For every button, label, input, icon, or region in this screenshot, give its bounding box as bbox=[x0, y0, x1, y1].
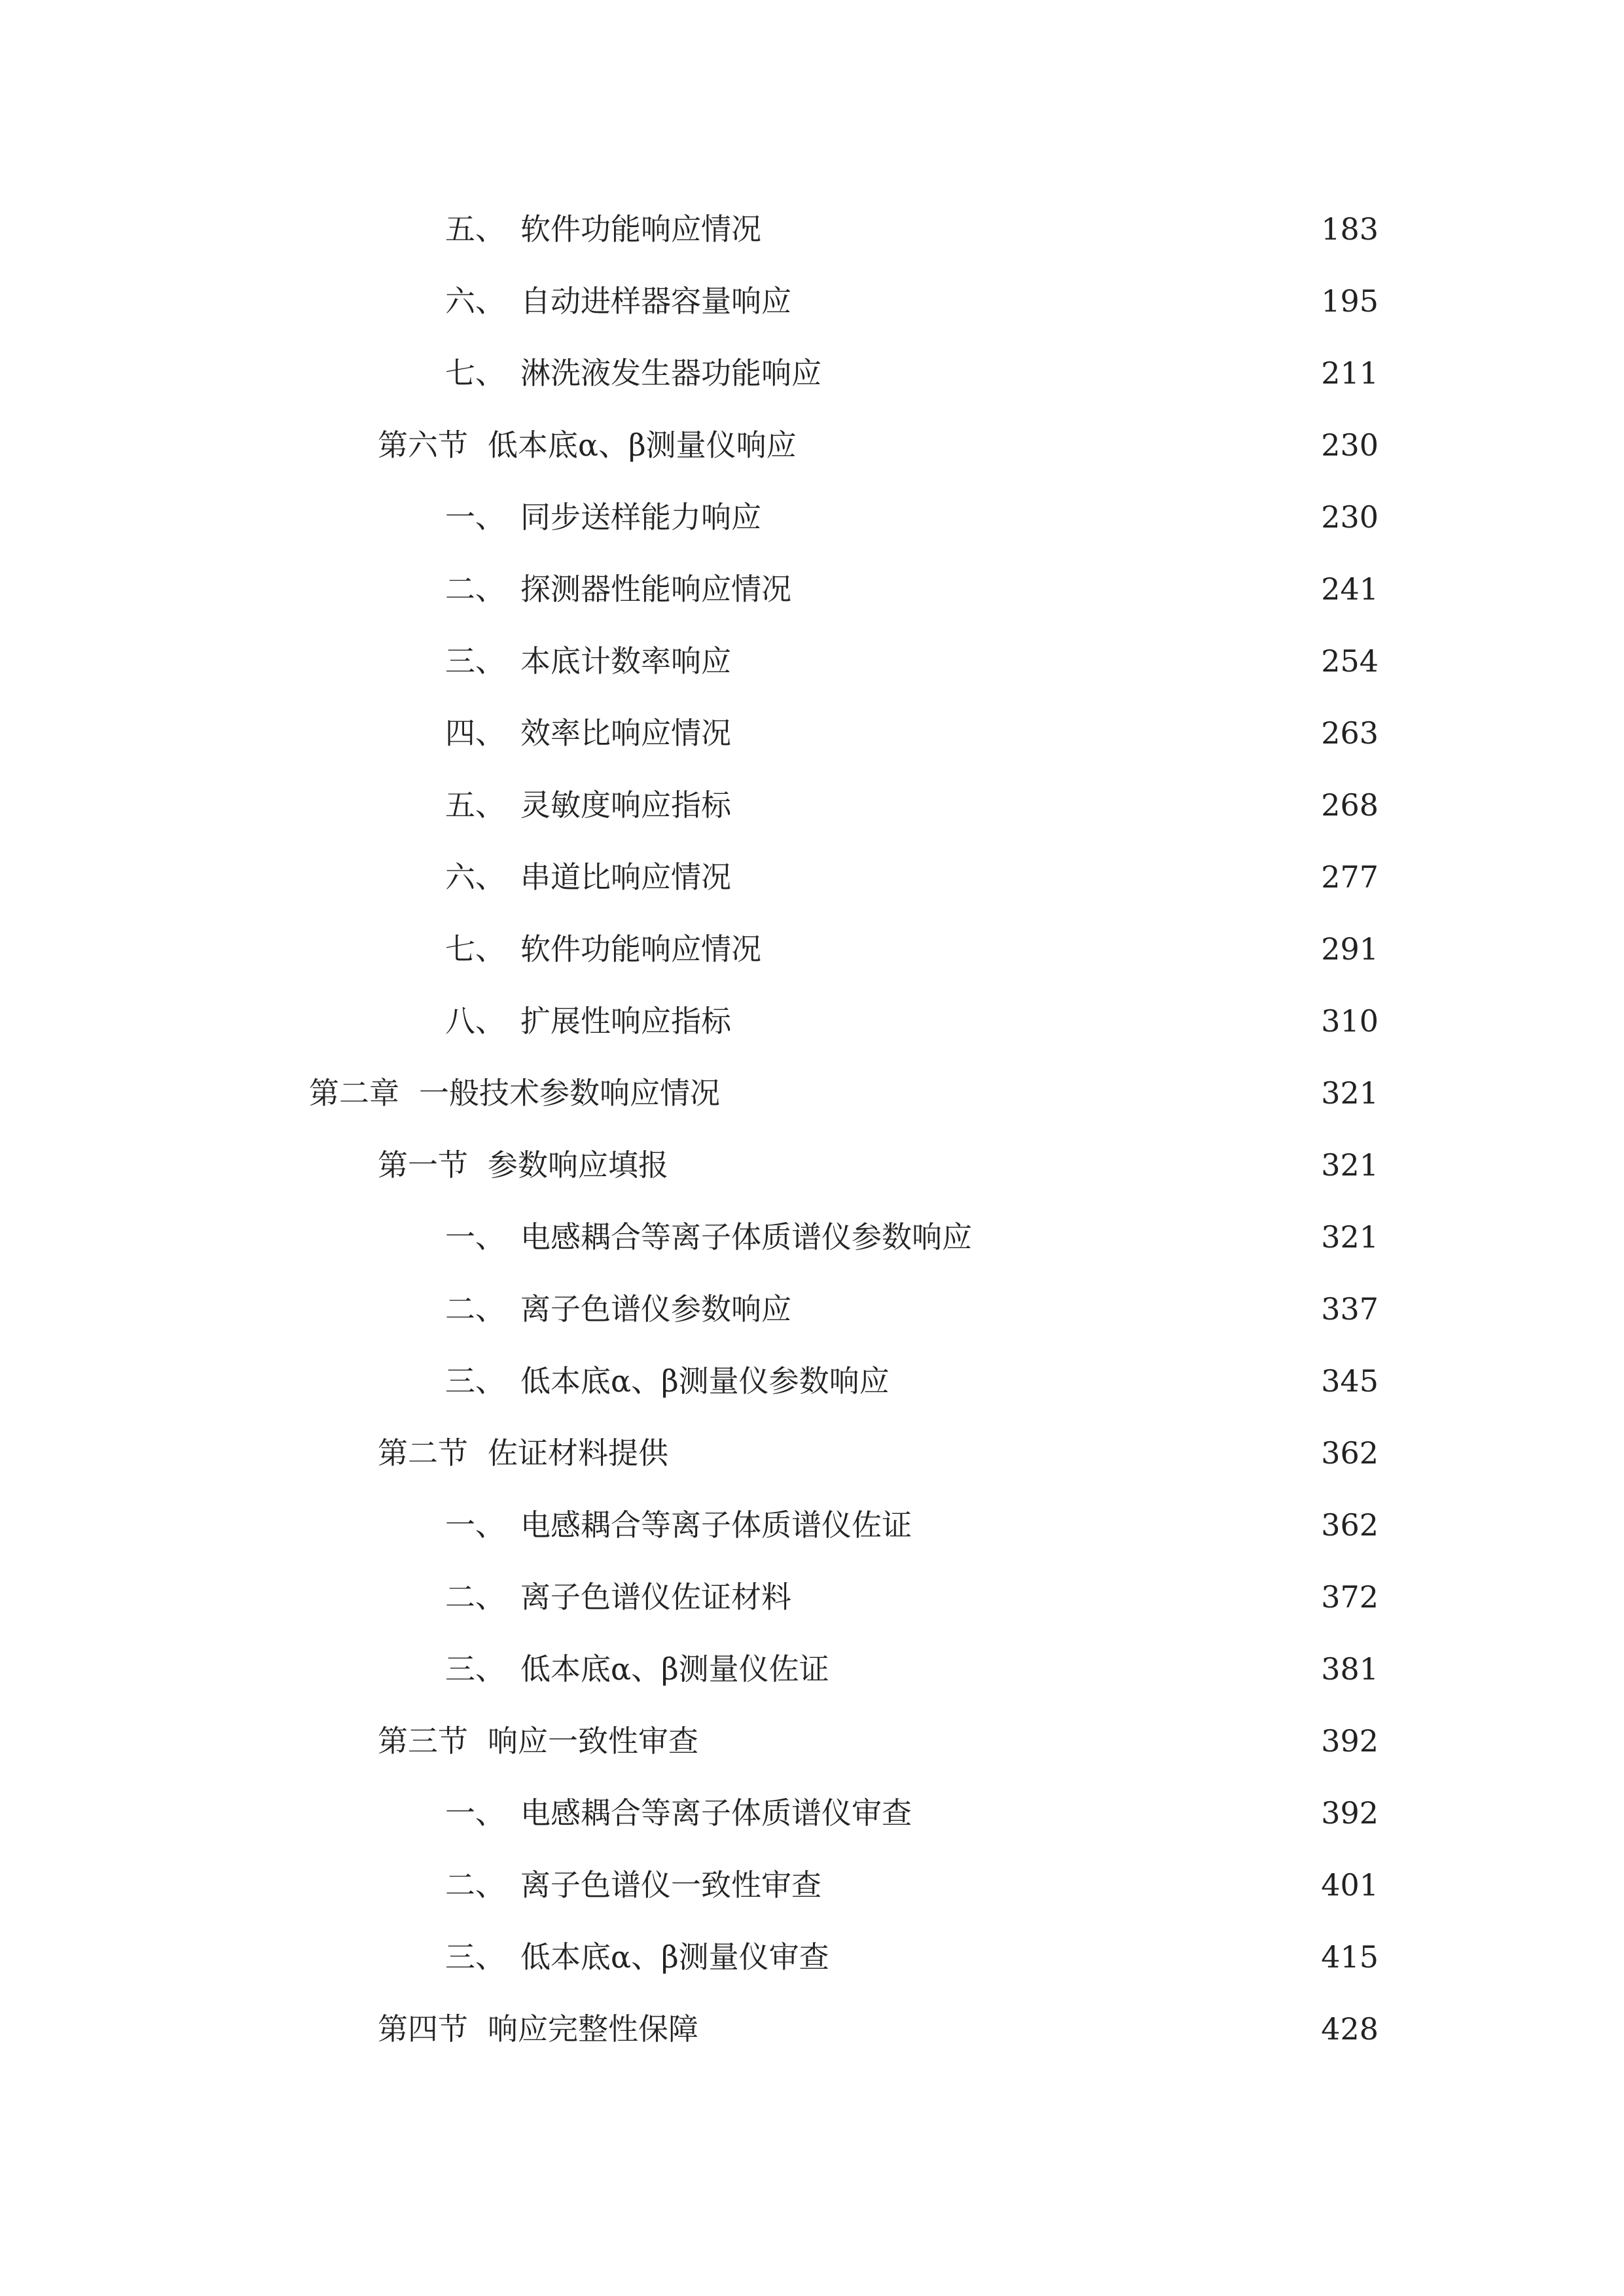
toc-entry-number: 六、 bbox=[445, 283, 505, 319]
toc-entry[interactable] bbox=[445, 1643, 1379, 1695]
toc-entry[interactable] bbox=[445, 563, 1379, 615]
toc-entry[interactable] bbox=[445, 707, 1379, 759]
toc-entry-page: 415 bbox=[1321, 1939, 1379, 1975]
toc-entry-number: 三、 bbox=[445, 1651, 505, 1687]
toc-entry-number: 一、 bbox=[445, 1219, 505, 1255]
toc-entry-title: 低本底α、β测量仪参数响应 bbox=[520, 1363, 890, 1399]
toc-entry-number: 一、 bbox=[445, 499, 505, 535]
toc-entry-number: 二、 bbox=[445, 1867, 505, 1903]
toc-entry-number: 一、 bbox=[445, 1795, 505, 1831]
toc-entry-page: 428 bbox=[1321, 2011, 1379, 2047]
toc-entry-page: 392 bbox=[1321, 1723, 1379, 1759]
toc-entry-page: 321 bbox=[1321, 1147, 1379, 1183]
dot-leader bbox=[770, 502, 1312, 532]
toc-entry[interactable] bbox=[378, 1139, 1379, 1191]
toc-entry[interactable] bbox=[445, 635, 1379, 687]
dot-leader bbox=[839, 1654, 1312, 1684]
toc-entry-title: 自动进样器容量响应 bbox=[520, 283, 791, 319]
toc-entry-title: 低本底α、β测量仪响应 bbox=[488, 427, 797, 463]
toc-entry-number: 第四节 bbox=[378, 2011, 468, 2047]
toc-entry-page: 268 bbox=[1321, 787, 1379, 823]
dot-leader bbox=[801, 1582, 1312, 1612]
toc-entry-title: 电感耦合等离子体质谱仪佐证 bbox=[520, 1507, 912, 1543]
toc-entry-title: 串道比响应情况 bbox=[520, 859, 731, 895]
toc-entry-number: 第二章 bbox=[309, 1075, 399, 1111]
toc-entry[interactable] bbox=[445, 923, 1379, 975]
toc-entry-title: 灵敏度响应指标 bbox=[520, 787, 731, 823]
toc-entry-number: 三、 bbox=[445, 1939, 505, 1975]
dot-leader bbox=[801, 574, 1312, 604]
toc-entry-number: 六、 bbox=[445, 859, 505, 895]
dot-leader bbox=[831, 358, 1312, 388]
toc-entry-title: 电感耦合等离子体质谱仪审查 bbox=[520, 1795, 912, 1831]
toc-entry-number: 七、 bbox=[445, 355, 505, 391]
toc-entry-page: 337 bbox=[1321, 1291, 1379, 1327]
toc-entry[interactable] bbox=[445, 1787, 1379, 1839]
toc-entry[interactable] bbox=[445, 1355, 1379, 1407]
toc-entry[interactable] bbox=[445, 851, 1379, 903]
toc-entry[interactable] bbox=[445, 995, 1379, 1047]
toc-entry[interactable] bbox=[378, 2003, 1379, 2055]
dot-leader bbox=[677, 1438, 1312, 1468]
toc-entry-page: 310 bbox=[1321, 1003, 1379, 1039]
toc-entry-page: 372 bbox=[1321, 1579, 1379, 1615]
toc-entry-page: 321 bbox=[1321, 1075, 1379, 1111]
dot-leader bbox=[740, 790, 1312, 820]
toc-entry[interactable] bbox=[445, 1931, 1379, 1983]
toc-entry-number: 第六节 bbox=[378, 427, 468, 463]
toc-entry[interactable] bbox=[445, 1211, 1379, 1263]
toc-entry-number: 一、 bbox=[445, 1507, 505, 1543]
toc-entry[interactable] bbox=[445, 203, 1379, 255]
toc-entry-title: 电感耦合等离子体质谱仪参数响应 bbox=[520, 1219, 972, 1255]
toc-entry-title: 佐证材料提供 bbox=[488, 1435, 668, 1471]
dot-leader bbox=[839, 1942, 1312, 1972]
toc-entry-page: 392 bbox=[1321, 1795, 1379, 1831]
toc-entry-page: 362 bbox=[1321, 1507, 1379, 1543]
dot-leader bbox=[899, 1366, 1312, 1396]
dot-leader bbox=[729, 1078, 1312, 1108]
toc-entry-number: 第二节 bbox=[378, 1435, 468, 1471]
toc-entry-page: 230 bbox=[1321, 499, 1379, 535]
toc-entry-page: 345 bbox=[1321, 1363, 1379, 1399]
toc-entry-page: 230 bbox=[1321, 427, 1379, 463]
toc-entry-number: 第三节 bbox=[378, 1723, 468, 1759]
toc-entry[interactable] bbox=[309, 1067, 1379, 1119]
toc-entry-number: 八、 bbox=[445, 1003, 505, 1039]
toc-entry-page: 211 bbox=[1321, 355, 1379, 391]
dot-leader bbox=[801, 286, 1312, 316]
toc-entry-number: 二、 bbox=[445, 1291, 505, 1327]
toc-entry-title: 离子色谱仪参数响应 bbox=[520, 1291, 791, 1327]
toc-entry-title: 响应一致性审查 bbox=[488, 1723, 698, 1759]
toc-entry[interactable] bbox=[445, 1859, 1379, 1911]
toc-entry-page: 263 bbox=[1321, 715, 1379, 751]
dot-leader bbox=[770, 934, 1312, 964]
toc-entry-number: 三、 bbox=[445, 1363, 505, 1399]
dot-leader bbox=[831, 1870, 1312, 1900]
toc-entry-number: 第一节 bbox=[378, 1147, 468, 1183]
dot-leader bbox=[981, 1222, 1312, 1252]
dot-leader bbox=[708, 1726, 1312, 1756]
toc-entry-number: 七、 bbox=[445, 931, 505, 967]
toc-entry-number: 五、 bbox=[445, 211, 505, 247]
toc-entry-title: 低本底α、β测量仪佐证 bbox=[520, 1651, 829, 1687]
toc-entry-title: 离子色谱仪佐证材料 bbox=[520, 1579, 791, 1615]
toc-entry[interactable] bbox=[445, 1499, 1379, 1551]
dot-leader bbox=[806, 430, 1312, 460]
toc-entry-number: 三、 bbox=[445, 643, 505, 679]
toc-entry-title: 效率比响应情况 bbox=[520, 715, 731, 751]
toc-entry[interactable] bbox=[445, 347, 1379, 399]
toc-entry-title: 离子色谱仪一致性审查 bbox=[520, 1867, 821, 1903]
toc-entry-page: 183 bbox=[1321, 211, 1379, 247]
toc-entry-title: 参数响应填报 bbox=[488, 1147, 668, 1183]
toc-entry[interactable] bbox=[445, 275, 1379, 327]
toc-entry-page: 241 bbox=[1321, 571, 1379, 607]
toc-entry-title: 同步送样能力响应 bbox=[520, 499, 761, 535]
toc-entry-number: 二、 bbox=[445, 571, 505, 607]
dot-leader bbox=[770, 214, 1312, 244]
dot-leader bbox=[921, 1510, 1312, 1540]
toc-entry-title: 软件功能响应情况 bbox=[520, 931, 761, 967]
dot-leader bbox=[740, 718, 1312, 748]
toc-entry-page: 277 bbox=[1321, 859, 1379, 895]
toc-entry-title: 响应完整性保障 bbox=[488, 2011, 698, 2047]
dot-leader bbox=[801, 1294, 1312, 1324]
toc-entry-number: 四、 bbox=[445, 715, 505, 751]
toc-entry-title: 探测器性能响应情况 bbox=[520, 571, 791, 607]
toc-entry-page: 401 bbox=[1321, 1867, 1379, 1903]
toc-entry[interactable] bbox=[445, 779, 1379, 831]
toc-entry-number: 五、 bbox=[445, 787, 505, 823]
dot-leader bbox=[740, 862, 1312, 892]
toc-entry-title: 淋洗液发生器功能响应 bbox=[520, 355, 821, 391]
toc-entry[interactable] bbox=[378, 1427, 1379, 1479]
toc-entry-title: 软件功能响应情况 bbox=[520, 211, 761, 247]
toc-entry[interactable] bbox=[445, 1283, 1379, 1335]
toc-entry-number: 二、 bbox=[445, 1579, 505, 1615]
toc-entry-title: 本底计数率响应 bbox=[520, 643, 731, 679]
toc-entry-page: 362 bbox=[1321, 1435, 1379, 1471]
toc-entry[interactable] bbox=[445, 491, 1379, 543]
toc-entry-page: 381 bbox=[1321, 1651, 1379, 1687]
toc-entry-page: 254 bbox=[1321, 643, 1379, 679]
toc-entry-title: 一般技术参数响应情况 bbox=[419, 1075, 720, 1111]
toc-entry[interactable] bbox=[378, 1715, 1379, 1767]
toc-entry-title: 扩展性响应指标 bbox=[520, 1003, 731, 1039]
dot-leader bbox=[921, 1798, 1312, 1828]
toc-entry[interactable] bbox=[445, 1571, 1379, 1623]
toc-entry-title: 低本底α、β测量仪审查 bbox=[520, 1939, 829, 1975]
dot-leader bbox=[708, 2014, 1312, 2044]
dot-leader bbox=[740, 1006, 1312, 1036]
toc-entry-page: 195 bbox=[1321, 283, 1379, 319]
toc-entry-page: 291 bbox=[1321, 931, 1379, 967]
toc-entry[interactable] bbox=[378, 419, 1379, 471]
dot-leader bbox=[677, 1150, 1312, 1180]
toc-entry-page: 321 bbox=[1321, 1219, 1379, 1255]
dot-leader bbox=[740, 646, 1312, 676]
